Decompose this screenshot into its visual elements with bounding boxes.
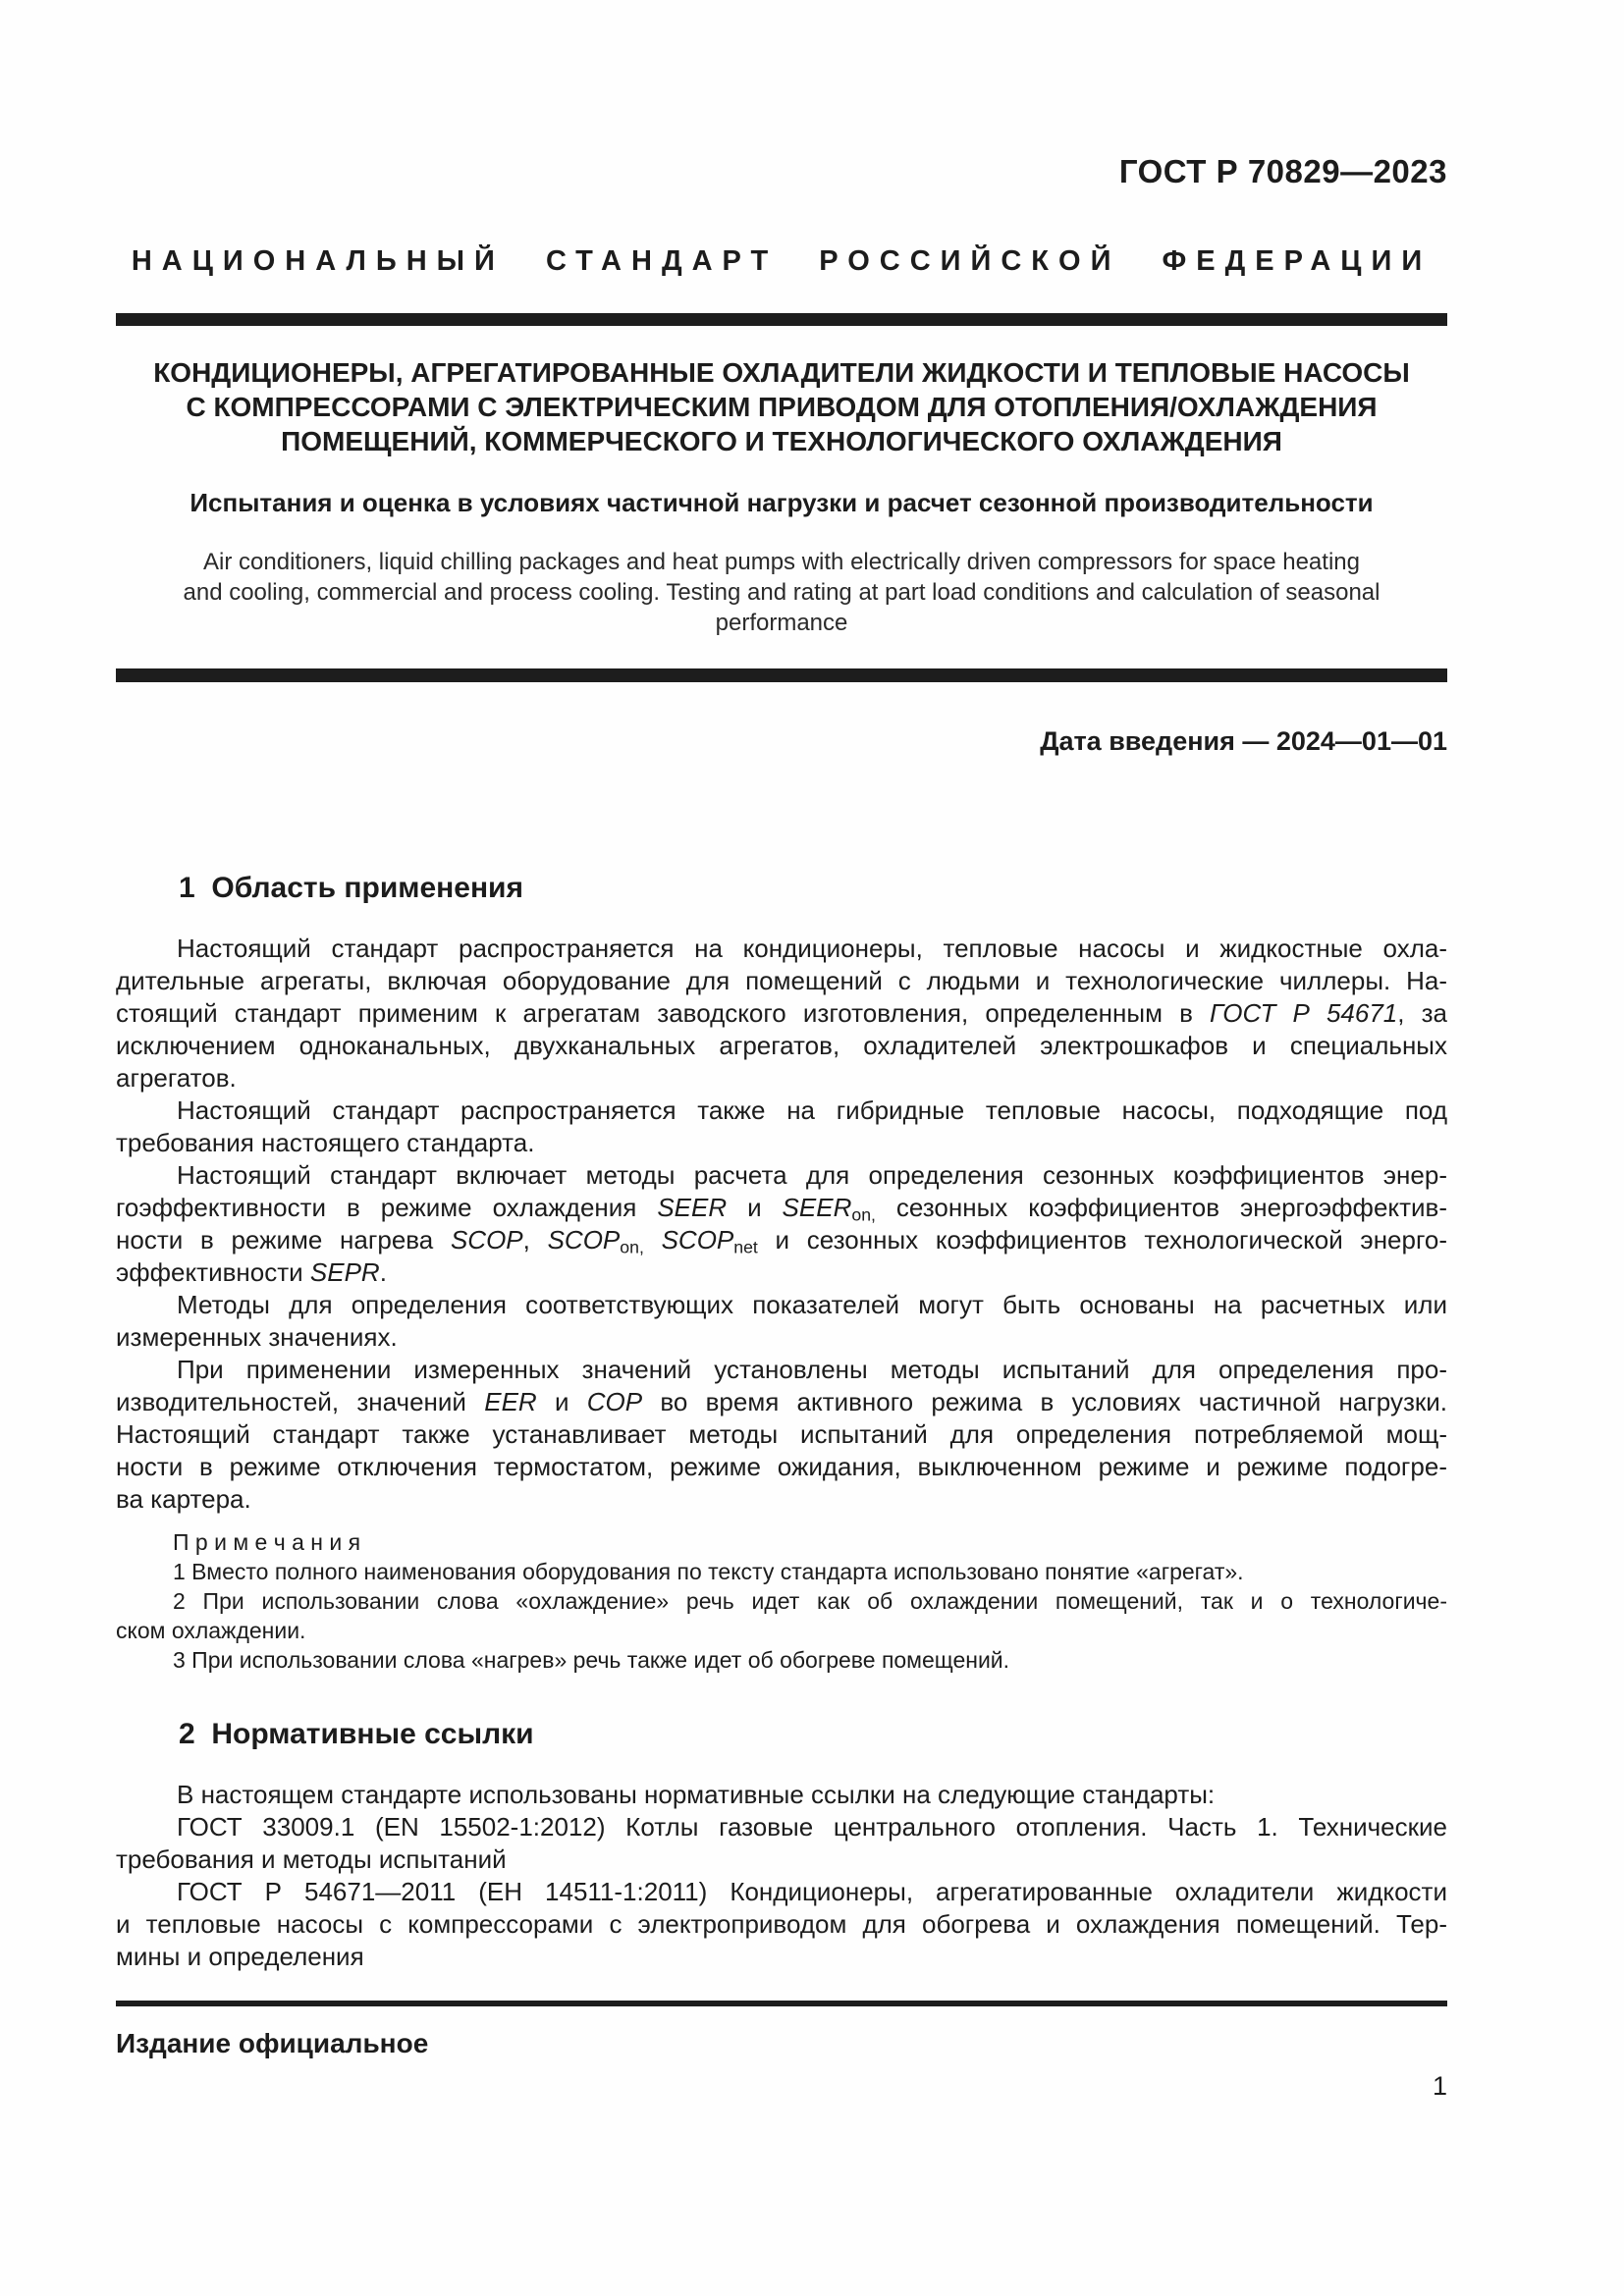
text-line: требования настоящего стандарта. [116, 1128, 535, 1157]
text-line: ности в режиме отключения термостатом, режиме ожидания, выключенном режиме и режиме подогре- [116, 1452, 1447, 1481]
document-body [116, 872, 1447, 1973]
text-line: мины и определения [116, 1942, 364, 1971]
notes-block [116, 1527, 1447, 1675]
text-line: ГОСТ 33009.1 (EN 15502-1:2012) Котлы газовые центрального отопления. Часть 1. Технические [177, 1812, 1447, 1842]
introduction-date: Дата введения — 2024—01—01 [1040, 726, 1447, 756]
text-line: ском охлаждении. [116, 1618, 306, 1643]
text-line: агрегатов. [116, 1063, 237, 1093]
text-line: ва картера. [116, 1484, 251, 1514]
text-line: и тепловые насосы с компрессорами с электроприводом для обогрева и охлаждения помещений. Тер- [116, 1909, 1447, 1939]
english-annotation-line: Air conditioners, liquid chilling packages and heat pumps with electrically driven compressors for space heating [203, 549, 1360, 575]
document-subtitle: Испытания и оценка в условиях частичной нагрузки и расчет сезонной производительности [189, 488, 1374, 517]
doc-number: ГОСТ Р 70829—2023 [1118, 153, 1447, 189]
page-number: 1 [1432, 2071, 1447, 2101]
document-title-line: КОНДИЦИОНЕРЫ, АГРЕГАТИРОВАННЫЕ ОХЛАДИТЕЛИ ЖИДКОСТИ И ТЕПЛОВЫЕ НАСОСЫ [153, 357, 1410, 388]
text-line: При применении измеренных значений установлены методы испытаний для определения про- [177, 1355, 1447, 1384]
footer-rule [116, 2001, 1447, 2006]
text-line: Настоящий стандарт распространяется на кондиционеры, тепловые насосы и жидкостные охла- [177, 934, 1447, 963]
text-line: 1 Вместо полного наименования оборудования по тексту стандарта использовано понятие «агрегат». [173, 1559, 1244, 1584]
document-title-line: ПОМЕЩЕНИЙ, КОММЕРЧЕСКОГО И ТЕХНОЛОГИЧЕСКОГО ОХЛАЖДЕНИЯ [281, 426, 1282, 456]
english-annotation-line: and cooling, commercial and process cooling. Testing and rating at part load conditions and calculation of seasonal [183, 579, 1380, 606]
document-title [116, 355, 1447, 458]
text-line: Настоящий стандарт включает методы расчета для определения сезонных коэффициентов энер- [177, 1160, 1447, 1190]
text-line: 2 При использовании слова «охлаждение» речь идет как об охлаждении помещений, так и о технологиче- [173, 1588, 1447, 1614]
edition-note: Издание официальное [116, 2028, 429, 2058]
text-line: Настоящий стандарт распространяется также на гибридные тепловые насосы, подходящие под [177, 1095, 1447, 1125]
text-line: В настоящем стандарте использованы нормативные ссылки на следующие стандарты: [177, 1780, 1216, 1809]
text-line: требования и методы испытаний [116, 1844, 507, 1874]
text-line: дительные агрегаты, включая оборудование для помещений с людьми и технологические чиллеры. На- [116, 966, 1447, 995]
text-line: 3 При использовании слова «нагрев» речь также идет об обогреве помещений. [173, 1647, 1010, 1673]
text-line: Настоящий стандарт также устанавливает методы испытаний для определения потребляемой мощ- [116, 1419, 1447, 1449]
text-line: измеренных значениях. [116, 1322, 398, 1352]
text-line: гоэффективности в режиме охлаждения SEER и $SEER_{on,}$ сезонных коэффициентов энергоэффектив- [116, 1193, 1447, 1225]
english-annotation-line: performance [715, 610, 848, 636]
text-line: ГОСТ Р 54671—2011 (ЕН 14511-1:2011) Кондиционеры, агрегатированные охладители жидкости [177, 1877, 1447, 1906]
section-1-heading: 1 Область применения [179, 872, 524, 904]
text-line: ности в режиме нагрева SCOP, $SCOP_{on,}$ $SCOP_{net}$ и сезонных коэффициентов технологической энерго- [116, 1225, 1448, 1257]
text-line: Методы для определения соответствующих показателей могут быть основаны на расчетных или [177, 1290, 1447, 1319]
federal-standard-header: НАЦИОНАЛЬНЫЙ СТАНДАРТ РОССИЙСКОЙ ФЕДЕРАЦИИ [131, 245, 1433, 277]
text-line: эффективности SEPR. [116, 1257, 387, 1287]
text-line: стоящий стандарт применим к агрегатам заводского изготовления, определенным в ГОСТ Р 54671, за [116, 998, 1447, 1028]
text-line: исключением одноканальных, двухканальных агрегатов, охладителей электрошкафов и специальных [116, 1031, 1447, 1060]
text-line: изводительностей, значений EER и COP во время активного режима в условиях частичной нагрузки. [116, 1387, 1447, 1416]
section-2-heading: 2 Нормативные ссылки [179, 1718, 534, 1750]
document-title-line: С КОМПРЕССОРАМИ С ЭЛЕКТРИЧЕСКИМ ПРИВОДОМ ДЛЯ ОТОПЛЕНИЯ/ОХЛАЖДЕНИЯ [186, 392, 1378, 422]
section-2-text [116, 1779, 1447, 1973]
divider-bar-middle [116, 668, 1447, 682]
divider-bar-top [116, 313, 1447, 326]
english-annotation [116, 547, 1447, 638]
section-1-text [116, 933, 1447, 1516]
text-line: П р и м е ч а н и я [173, 1529, 361, 1555]
